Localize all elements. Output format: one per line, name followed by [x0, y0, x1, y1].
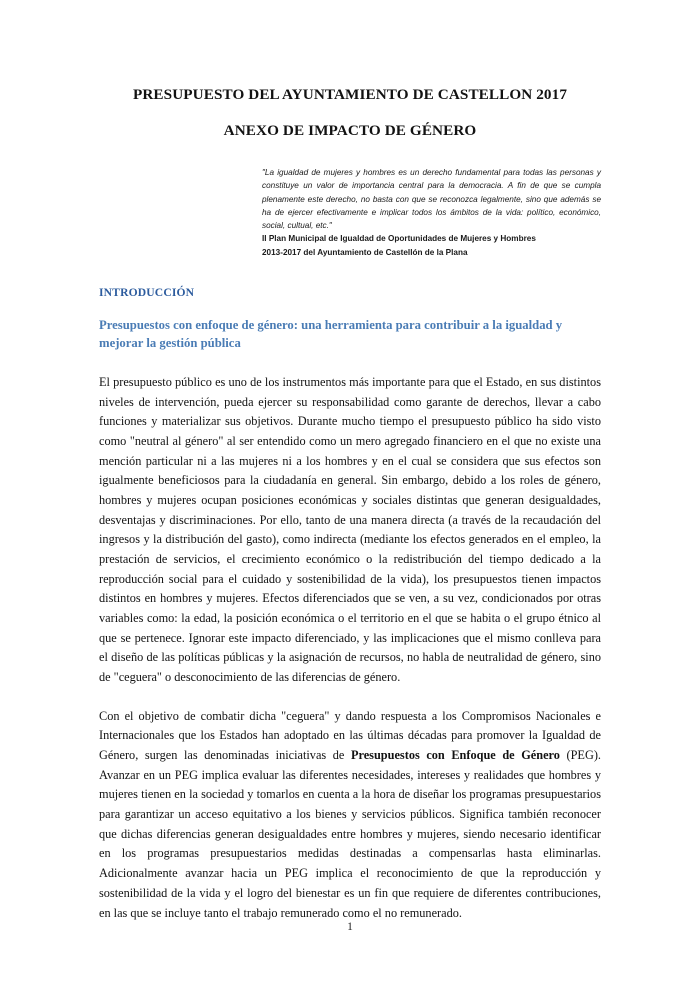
paragraph-2-text-before-bold: Con el objetivo de combatir dicha "ceguera" y dando respuesta a los Compromisos Nacionales e Internacionales que los Estados han adoptado en las últimas décadas para promover la Igualdad de Género, surgen las denominadas iniciativas de: [99, 708, 601, 763]
body-paragraph-1: El presupuesto público es uno de los instrumentos más importante para que el Estado, en sus distintos niveles de intervención, pueda ejercer su responsabilidad como garante de derechos, llevar a cabo funciones y materializar sus objetivos. Durante mucho tiempo el presupuesto público ha sido visto como "neutral al género" al ser entendido como un mero agregado financiero en el que no existe una mención particular ni a las mujeres ni a los hombres y en el cual se considera que sus efectos son igualmente beneficiosos para la ciudadanía en general. Sin embargo, debido a los roles de género, hombres y mujeres ocupan posiciones económicas y sociales distintas que generan desigualdades, desventajas y discriminaciones. Por ello, tanto de una manera directa (a través de la recaudación del ingresos y la distribución del gasto), como indirecta (mediante los efectos generados en el empleo, la prestación de servicios, el crecimiento económico o la redistribución del tiempo dedicado a la reproducción social para el cuidado y sostenibilidad de la vida), los presupuestos tienen impactos distintos en hombres y mujeres. Efectos diferenciados que se ven, a su vez, condicionados por otras variables como: la edad, la posición económica o el territorio en el que se habita o el grupo étnico al que se pertenece. Ignorar este impacto diferenciado, y las implicaciones que el mismo conlleva para el diseño de las políticas públicas y la asignación de recursos, no habla de neutralidad de género, sino de "ceguera" o desconocimiento de las diferencias de género.: [99, 375, 601, 685]
paragraph-1-block: [99, 373, 601, 688]
introduction-heading: INTRODUCCIÓN: [99, 285, 195, 299]
paragraph-2-text-after-bold: (PEG). Avanzar en un PEG implica evaluar las diferentes necesidades, intereses y realidades que hombres y mujeres tienen en la sociedad y tomarlos en cuenta a la hora de diseñar los programas presupuestarios para garantizar un acceso equitativo a los bienes y servicios públicos. Significa también reconocer que dichas diferencias generan desigualdades entre hombres y mujeres, siendo necesario identificar en los programas presupuestarios medidas destinadas a compensarlas hasta eliminarlas. Adicionalmente avanzar hacia un PEG implica el reconocimiento de que la reproducción y sostenibilidad de la vida y el logro del bienestar es un fin que requiere de diferentes contribuciones, en las que se incluye tanto el trabajo remunerado como el no remunerado.: [99, 748, 601, 920]
quote-text: "La igualdad de mujeres y hombres es un derecho fundamental para todas las personas y constituye un valor de importancia central para la democracia. A fin de que se cumpla plenamente este derecho, no basta con que se reconozca legalmente, sino que además se ha de ejercer efectivamente e implicar todos los ámbitos de la vida: político, económico, social, cultual, etc.": [262, 168, 601, 231]
document-title-line-2: ANEXO DE IMPACTO DE GÉNERO: [223, 122, 477, 139]
paragraph-2-block: [99, 707, 601, 923]
document-content-column: [99, 0, 601, 923]
quote-attribution-line-2: 2013-2017 del Ayuntamiento de Castellón de la Plana: [262, 247, 468, 257]
quote-attribution: [262, 232, 601, 259]
epigraph-quote-block: [262, 166, 601, 259]
body-paragraph-2: [99, 707, 601, 923]
quote-attribution-line-1: II Plan Municipal de Igualdad de Oportunidades de Mujeres y Hombres: [262, 234, 536, 244]
introduction-section: [99, 286, 601, 299]
subheading-block: [99, 316, 601, 352]
document-title-line-1: PRESUPUESTO DEL AYUNTAMIENTO DE CASTELLON 2017: [132, 86, 568, 103]
page-number: 1: [347, 921, 353, 933]
section-subheading: Presupuestos con enfoque de género: una herramienta para contribuir a la igualdad y mejorar la gestión pública: [99, 317, 563, 350]
paragraph-2-bold-term: Presupuestos con Enfoque de Género: [350, 748, 560, 763]
